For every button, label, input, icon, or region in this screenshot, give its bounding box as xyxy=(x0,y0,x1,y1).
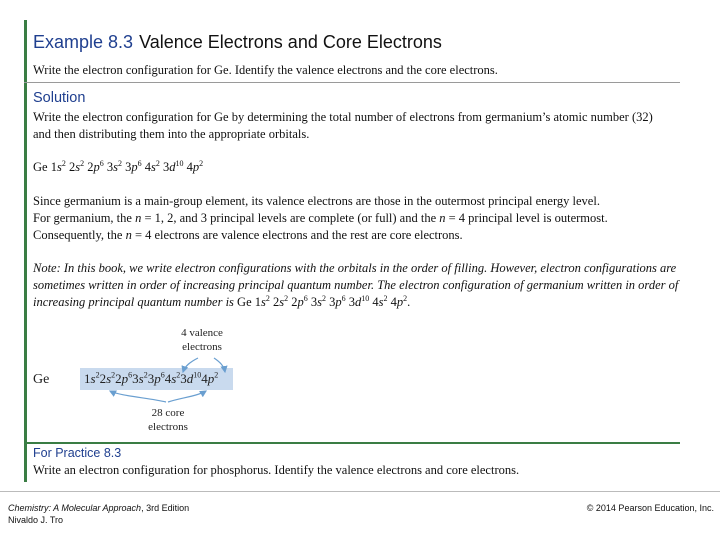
valence-arrow-4p xyxy=(214,358,225,372)
practice-heading: For Practice 8.3 xyxy=(33,446,122,460)
orbital-term: $4p^2$ xyxy=(201,370,219,386)
problem-statement: Write the electron configuration for Ge. Identify the valence electrons and the core electrons. xyxy=(33,63,498,77)
orbital-term: $1s^2$ xyxy=(84,370,100,386)
practice-divider xyxy=(24,442,680,444)
practice-text: Write an electron configuration for phosphorus. Identify the valence electrons and core electrons. xyxy=(33,463,520,477)
footer-author: Nivaldo J. Tro xyxy=(8,515,64,525)
orbital-term: $2p^6$ xyxy=(115,370,133,386)
orbital-term: $2p^6$ xyxy=(291,293,308,309)
orbital-term: $3p^6$ xyxy=(329,293,346,309)
orbital-term: $1s^2$ xyxy=(254,293,270,309)
figure-element-symbol: Ge xyxy=(33,372,50,387)
figure-arrows xyxy=(80,350,250,410)
orbital-term: $4p^2$ xyxy=(390,293,408,309)
orbital-term: $4p^2$ xyxy=(186,158,204,174)
footer-book-title: Chemistry: A Molecular Approach xyxy=(8,503,142,513)
footer-edition: , 3rd Edition xyxy=(141,503,190,513)
example-heading: Valence Electrons and Core Electrons xyxy=(139,32,442,52)
example-number: Example 8.3 xyxy=(33,32,134,52)
orbital-term: $3d^{10}$ xyxy=(162,158,184,174)
core-label: 28 core electrons xyxy=(148,407,188,433)
note-text: Note: In this book, we write electron configurations with the orbitals in the order of filling. However, electron configurations are sometimes written in order of increasing principal quantum number. The electron configuration of germanium written in order of increasing principal quantum number is xyxy=(33,261,679,309)
explanation-line-2: For germanium, the n = 1, 2, and 3 principal levels are complete (or full) and the n = 4 principal level is outermost. xyxy=(33,211,608,225)
ge-configuration xyxy=(33,159,203,176)
config-terms xyxy=(51,160,203,174)
orbital-term: $2s^2$ xyxy=(68,158,85,174)
note-paragraph xyxy=(33,260,683,311)
config-symbol: Ge xyxy=(33,160,48,174)
orbital-term: $3d^{10}$ xyxy=(180,370,202,386)
explanation-line-1: Since germanium is a main-group element, its valence electrons are those in the outermost principal energy level. xyxy=(33,194,600,208)
footer-divider xyxy=(0,491,720,492)
header-divider xyxy=(24,82,680,83)
orbital-term: $4s^2$ xyxy=(372,293,388,309)
orbital-term: $3s^2$ xyxy=(106,158,122,174)
example-title xyxy=(33,32,442,53)
orbital-term: $2s^2$ xyxy=(99,370,116,386)
core-arrow-right xyxy=(168,391,206,402)
footer-copyright: © 2014 Pearson Education, Inc. xyxy=(586,503,714,513)
note-configuration: Ge $1s^2$ $2s^2$ $2p^6$ $3s^2$ $3p^6$ $3d^{10}$ $4s^2$ $4p^2$. xyxy=(237,293,411,309)
solution-heading: Solution xyxy=(33,90,86,106)
orbital-term: $3s^2$ xyxy=(132,370,148,386)
explanation-paragraph xyxy=(33,193,693,244)
orbital-term: $4s^2$ xyxy=(164,370,181,386)
footer-book-info xyxy=(8,502,189,526)
orbital-term: $3p^6$ xyxy=(147,370,165,386)
left-accent-bar xyxy=(24,20,27,482)
orbital-term: $4s^2$ xyxy=(144,158,160,174)
solution-intro: Write the electron configuration for Ge by determining the total number of electrons from germanium’s atomic number (32) and then distributing them into the appropriate orbitals. xyxy=(33,110,653,141)
orbital-term: $3d^{10}$ xyxy=(348,293,370,309)
explanation-line-3: Consequently, the n = 4 electrons are valence electrons and the rest are core electrons. xyxy=(33,228,463,242)
orbital-term: $2s^2$ xyxy=(273,293,289,309)
valence-arrow-4s xyxy=(183,358,198,372)
core-arrow-left xyxy=(110,391,166,402)
orbital-term: $3s^2$ xyxy=(310,293,326,309)
orbital-term: $3p^6$ xyxy=(125,158,142,174)
orbital-term: $1s^2$ xyxy=(50,158,66,174)
valence-label: 4 valence electrons xyxy=(181,327,223,353)
orbital-term: $2p^6$ xyxy=(87,158,104,174)
